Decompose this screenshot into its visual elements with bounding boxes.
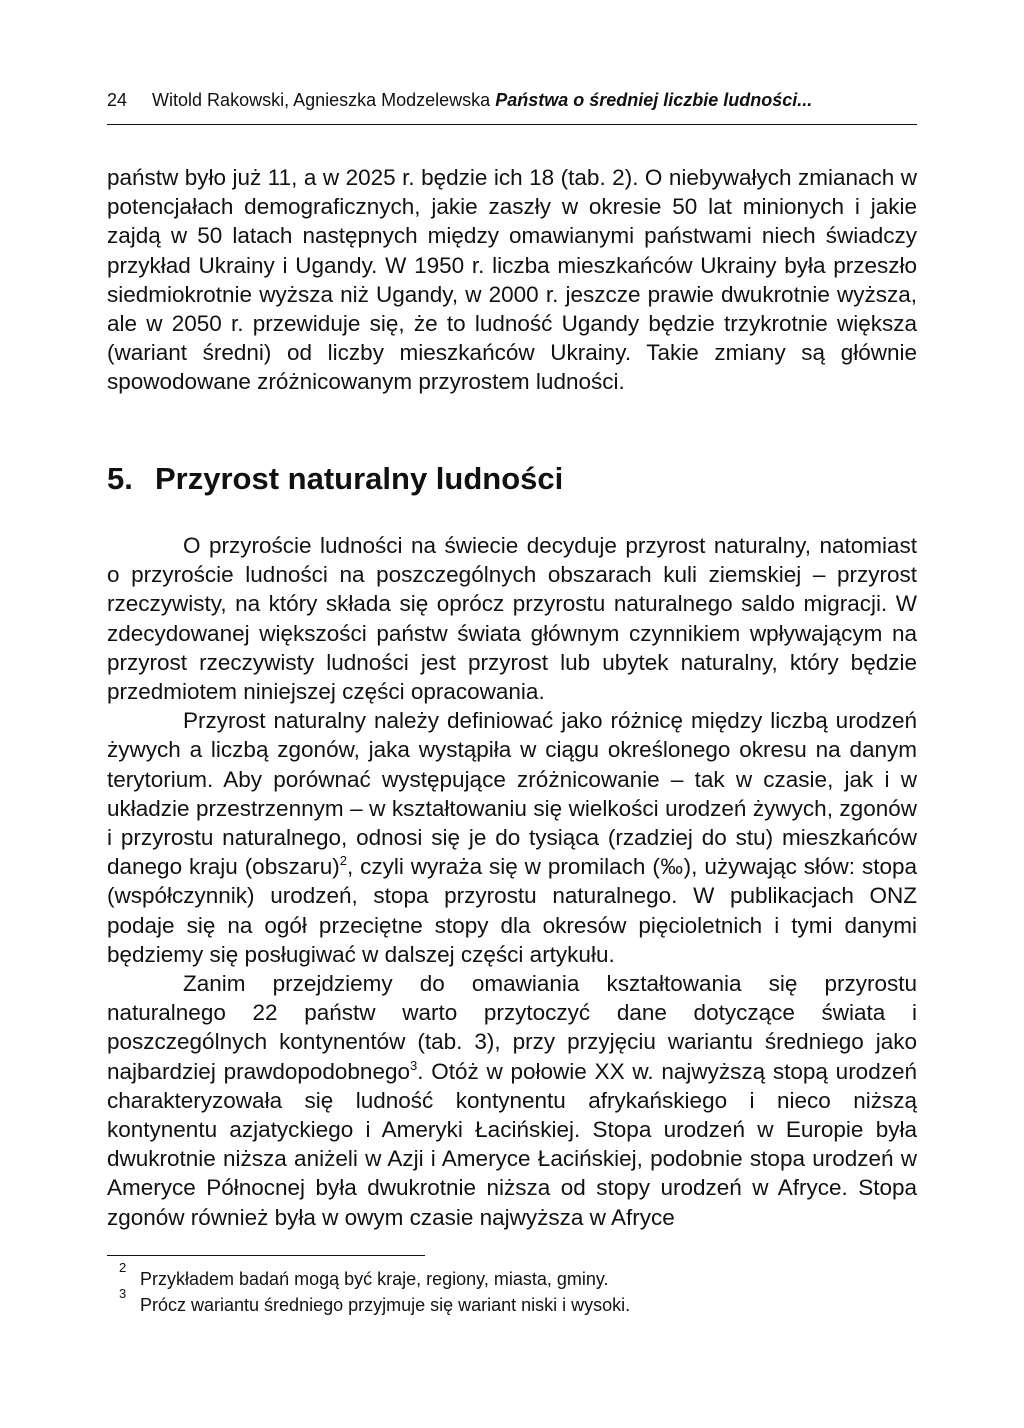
footnote-3 [107,1286,917,1318]
header-title: Państwa o średniej liczbie ludności... [495,90,813,110]
section-number: 5. [107,461,133,496]
section-body [107,531,917,1232]
section-heading [107,459,917,499]
paragraph-2: Przyrost naturalny należy definiować jako różnicę między liczbą urodzeń żywych a liczbą zgonów, jaka wystąpiła w ciągu określonego okresu na danym terytorium. Aby porównać występujące zróżnicowanie – tak w czasie, jak i w układzie przestrzennym – w kształtowaniu się wielkości urodzeń żywych, zgonów i przyrostu naturalnego, odnosi się je do tysiąca (rzadziej do stu) mieszkańców danego kraju (obszaru)$^2$, czyli wyraża się w promilach (‰), używając słów: stopa (współczynnik) urodzeń, stopa przyrostu naturalnego. W publikacjach ONZ podaje się na ogół przeciętne stopy dla okresów pięcioletnich i tymi danymi będziemy się posługiwać w dalszej części artykułu. [107,708,917,967]
page-number: 24 [107,90,128,110]
header-rule [107,124,917,125]
continuation-paragraph: państw było już 11, a w 2025 r. będzie ich 18 (tab. 2). O niebywałych zmianach w potencjałach demograficznych, jakie zaszły w okresie 50 lat minionych i jakie zajdą w 50 latach następnych między omawianymi państwami niech świadczy przykład Ukrainy i Ugandy. W 1950 r. liczba mieszkańców Ukrainy była przeszło siedmiokrotnie wyższa niż Ugandy, w 2000 r. jeszcze prawie dwukrotnie wyższa, ale w 2050 r. przewiduje się, że to ludność Ugandy będzie trzykrotnie większa (wariant średni) od liczby mieszkańców Ukrainy. Takie zmiany są głównie spowodowane zróżnicowanym przyrostem ludności. [107,165,917,395]
footnotes [107,1260,917,1318]
section-title: Przyrost naturalny ludności [155,461,564,496]
paragraph-1: O przyroście ludności na świecie decyduje przyrost naturalny, natomiast o przyroście ludności na poszczególnych obszarach kuli ziemskiej – przyrost rzeczywisty, na który składa się oprócz przyrostu naturalnego saldo migracji. W zdecydowanej większości państw świata głównym czynnikiem wpływającym na przyrost rzeczywisty ludności jest przyrost lub ubytek naturalny, który będzie przedmiotem niniejszej części opracowania. [107,533,917,705]
footnote-ref-2[interactable]: 2 [339,853,347,869]
footnote-2 [107,1260,917,1292]
footnote-text: Prócz wariantu średniego przyjmuje się wariant niski i wysoki. [140,1295,631,1315]
header-authors: Witold Rakowski, Agnieszka Modzelewska [152,90,491,110]
footnote-rule [107,1255,425,1256]
footnote-text: Przykładem badań mogą być kraje, regiony, miasta, gminy. [140,1269,609,1289]
running-header [107,88,917,112]
footnote-ref-3[interactable]: 3 [410,1057,418,1073]
paragraph-3: Zanim przejdziemy do omawiania kształtowania się przyrostu naturalnego 22 państw warto przytoczyć dane dotyczące świata i poszczególnych kontynentów (tab. 3), przy przyjęciu wariantu średniego jako najbardziej prawdopodobnego$^3$. Otóż w połowie XX w. najwyższą stopą urodzeń charakteryzowała się ludność kontynentu afrykańskiego i nieco niższą kontynentu azjatyckiego i Ameryki Łacińskiej. Stopa urodzeń w Europie była dwukrotnie niższa aniżeli w Azji i Ameryce Łacińskiej, podobnie stopa urodzeń w Ameryce Północnej była dwukrotnie niższa od stopy urodzeń w Afryce. Stopa zgonów również była w owym czasie najwyższa w Afryce [107,971,917,1230]
footnote-mark: 3 [119,1286,127,1301]
footnote-mark: 2 [119,1260,127,1275]
